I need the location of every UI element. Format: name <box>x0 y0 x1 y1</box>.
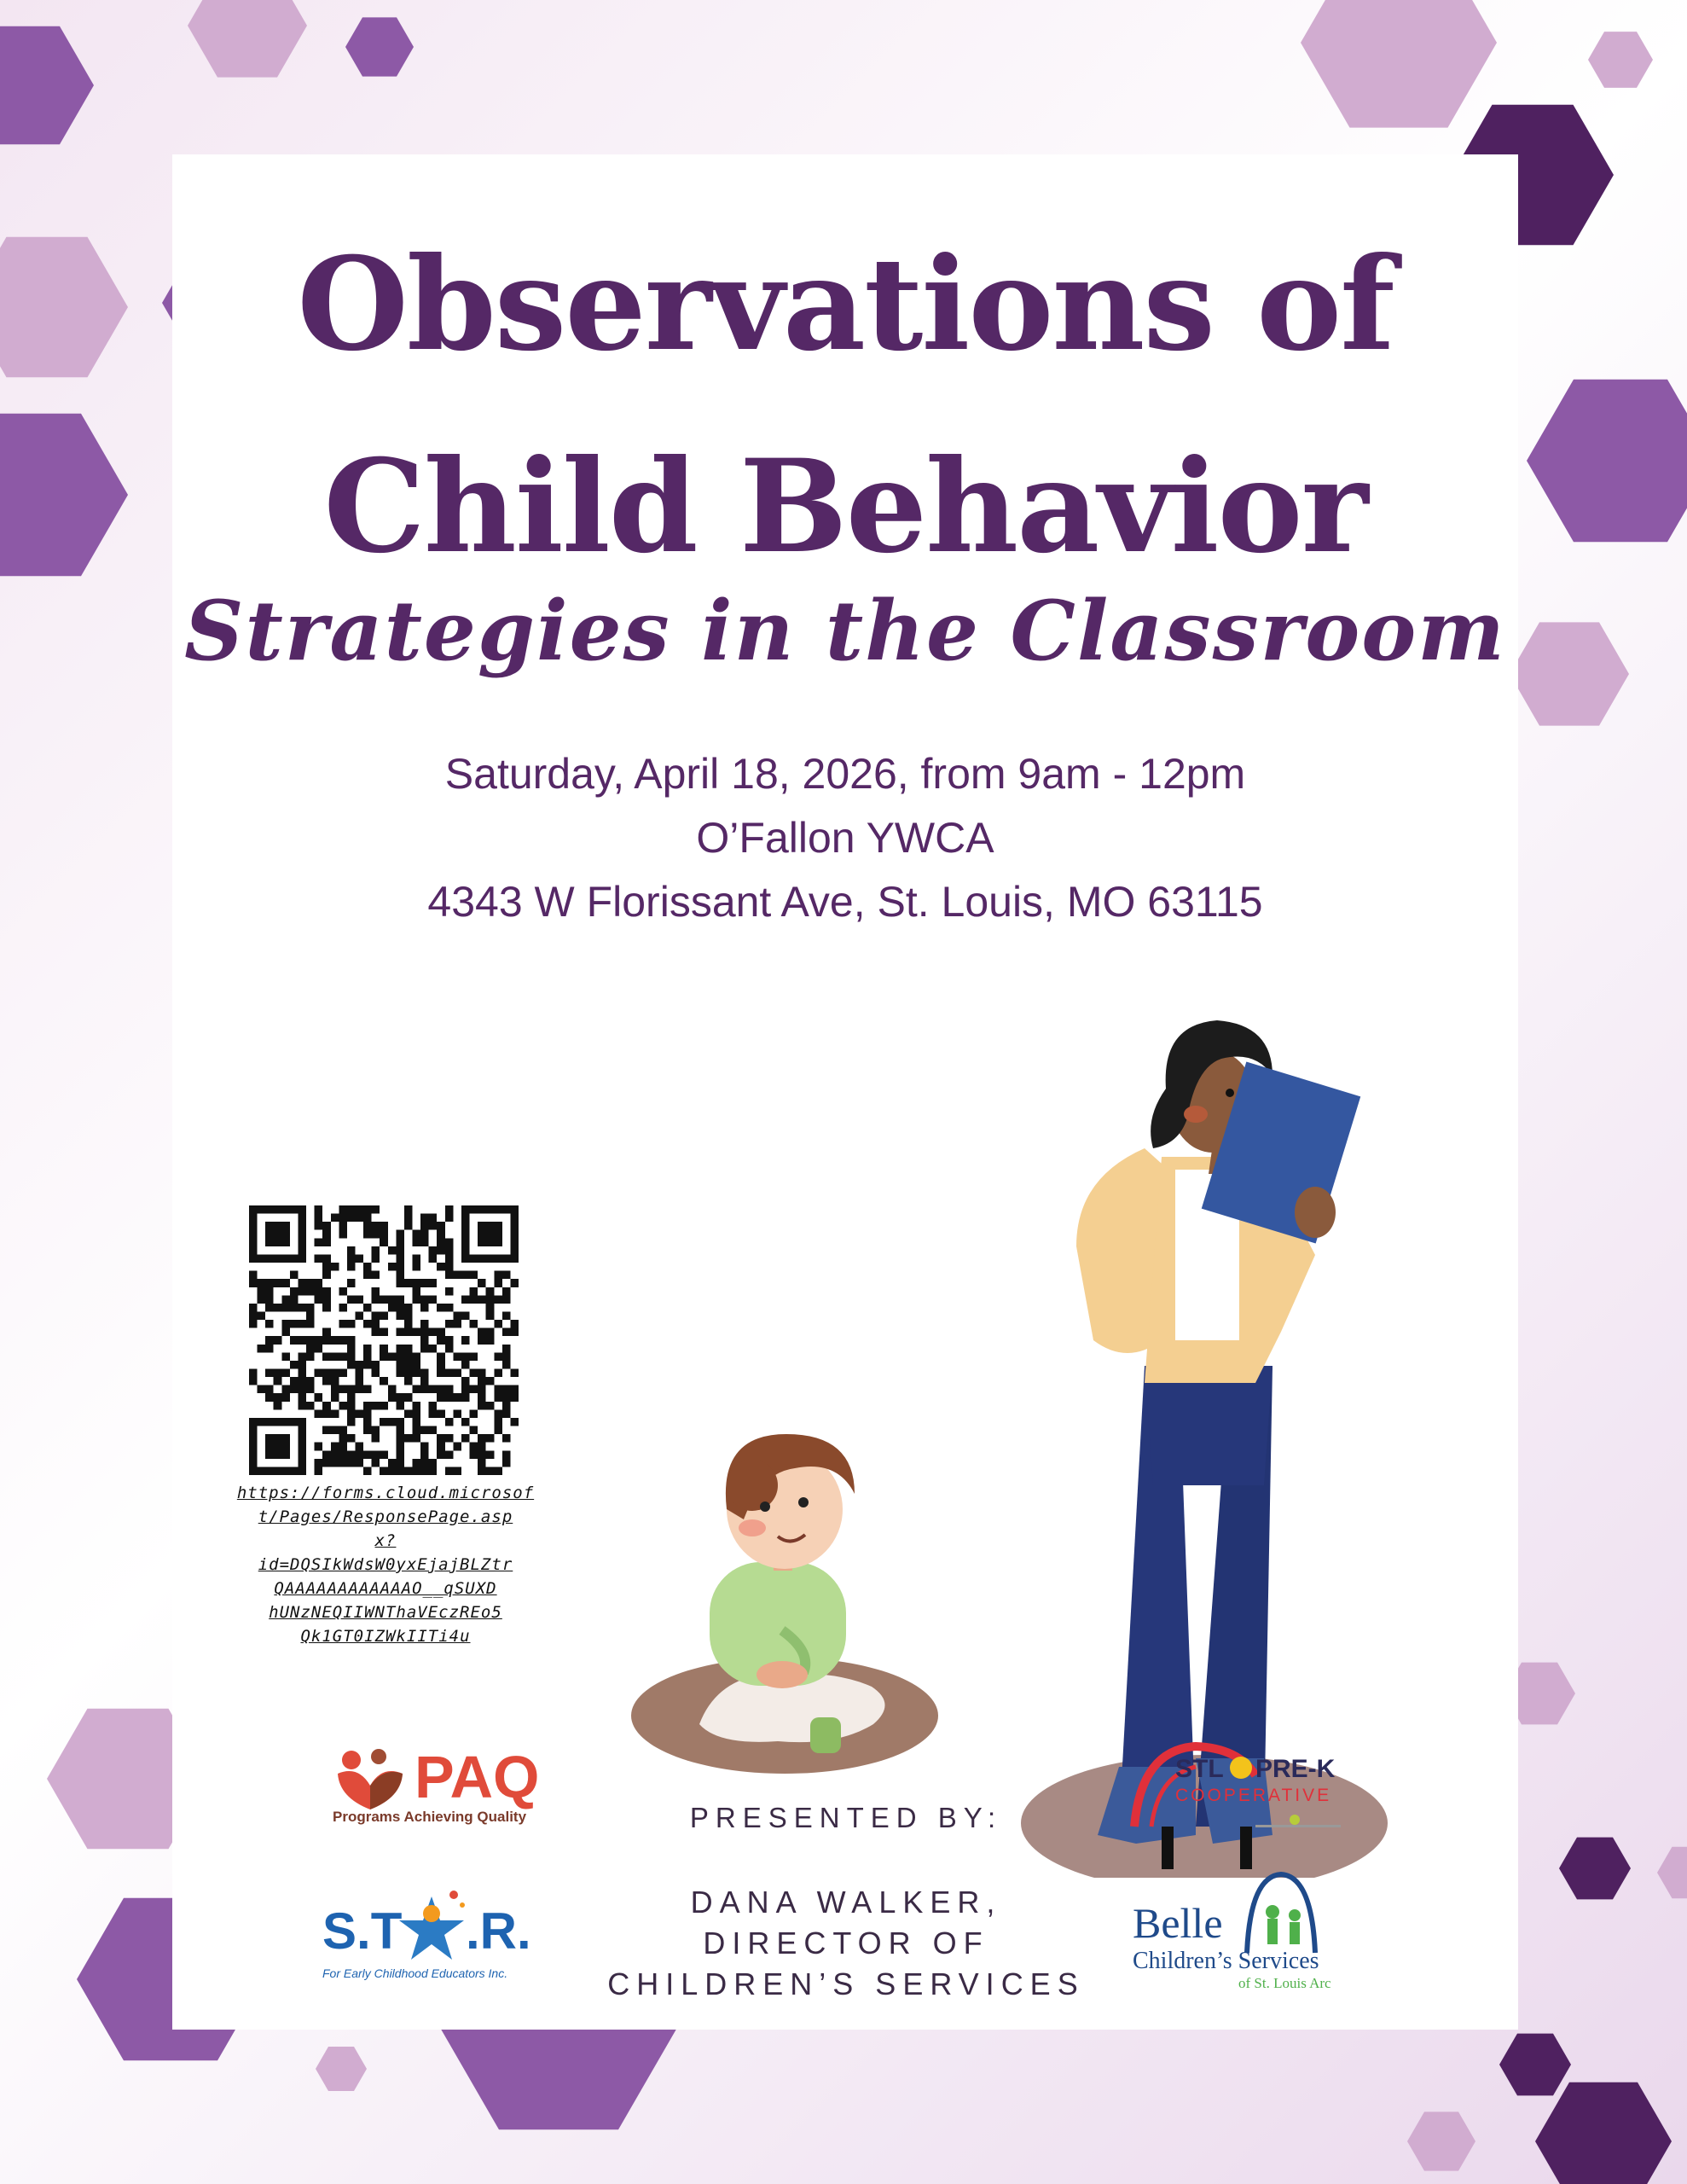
background-hexagon <box>0 414 128 577</box>
presenter-line: CHILDREN’S SERVICES <box>607 1966 1085 2001</box>
background-hexagon <box>316 2047 367 2091</box>
registration-link-line[interactable]: QAAAAAAAAAAAAO__qSUXD <box>274 1579 497 1598</box>
background-hexagon <box>345 17 414 76</box>
background-hexagon <box>1499 2034 1571 2096</box>
background-hexagon <box>188 0 307 78</box>
background-hexagon <box>1535 2082 1672 2184</box>
background-hexagon <box>0 237 128 378</box>
title-line-1: Observations of <box>297 229 1394 380</box>
background-hexagon <box>1588 32 1653 88</box>
belle-line2: Children’s Services <box>1133 1948 1319 1974</box>
stl-prek-line2: COOPERATIVE <box>1175 1786 1332 1805</box>
belle-arch-icon <box>1213 1871 1341 1956</box>
registration-link[interactable] <box>219 1481 552 1648</box>
subtitle: Strategies in the Classroom <box>184 583 1506 679</box>
registration-link-line[interactable]: id=DQSIkWdsW0yxEjajBLZtr <box>258 1555 513 1574</box>
background-hexagon <box>1510 622 1629 725</box>
background-hexagon <box>1657 1847 1687 1899</box>
flyer-card <box>172 154 1518 2030</box>
stl-prek-line1-right: PRE-K <box>1255 1755 1336 1783</box>
background-hexagon <box>0 26 94 145</box>
belle-name: Belle <box>1133 1899 1223 1947</box>
event-address: 4343 W Florissant Ave, St. Louis, MO 63115 <box>427 878 1263 926</box>
star-logo <box>322 1888 561 1982</box>
title-line-2: Child Behavior <box>323 432 1367 582</box>
registration-link-line[interactable]: x? <box>374 1531 397 1550</box>
paq-heart-icon <box>333 1748 406 1809</box>
registration-link-line[interactable]: t/Pages/ResponsePage.asp <box>258 1507 513 1526</box>
star-right: .R. <box>466 1902 531 1960</box>
belle-line3: of St. Louis Arc <box>1238 1975 1331 1991</box>
event-venue: O’Fallon YWCA <box>696 814 994 862</box>
background-hexagon <box>1407 2111 1475 2170</box>
presented-by-label: PRESENTED BY: <box>689 1802 1003 1833</box>
paw-icon <box>1230 1757 1252 1779</box>
star-tagline: For Early Childhood Educators Inc. <box>322 1966 508 1980</box>
presenter-line: DANA WALKER, <box>690 1885 1002 1920</box>
background-hexagon <box>1527 380 1687 543</box>
background-hexagon <box>1559 1838 1631 1900</box>
paq-tagline: Programs Achieving Quality <box>333 1809 527 1825</box>
child-figure <box>699 1434 885 1753</box>
background-hexagon <box>1301 0 1497 128</box>
paq-logo <box>333 1744 554 1825</box>
star-figure-icon <box>397 1888 466 1965</box>
presenter-line: DIRECTOR OF <box>703 1926 989 1960</box>
registration-link-line[interactable]: Qk1GT0IZWkIITi4u <box>300 1627 471 1646</box>
qr-code-icon[interactable] <box>249 1205 519 1475</box>
star-left: S.T <box>322 1902 403 1960</box>
registration-link-line[interactable]: hUNzNEQIIWNThaVEczREo5 <box>269 1603 502 1622</box>
event-date-time: Saturday, April 18, 2026, from 9am - 12pm <box>444 750 1246 798</box>
stl-prek-line1-left: STL <box>1175 1755 1224 1783</box>
paq-name: PAQ <box>415 1744 540 1810</box>
stl-prek-logo <box>1128 1741 1366 1835</box>
belle-logo <box>1128 1871 1375 1990</box>
registration-link-line[interactable]: https://forms.cloud.microsof <box>236 1484 535 1502</box>
child-teacher-illustration <box>599 973 1537 1878</box>
